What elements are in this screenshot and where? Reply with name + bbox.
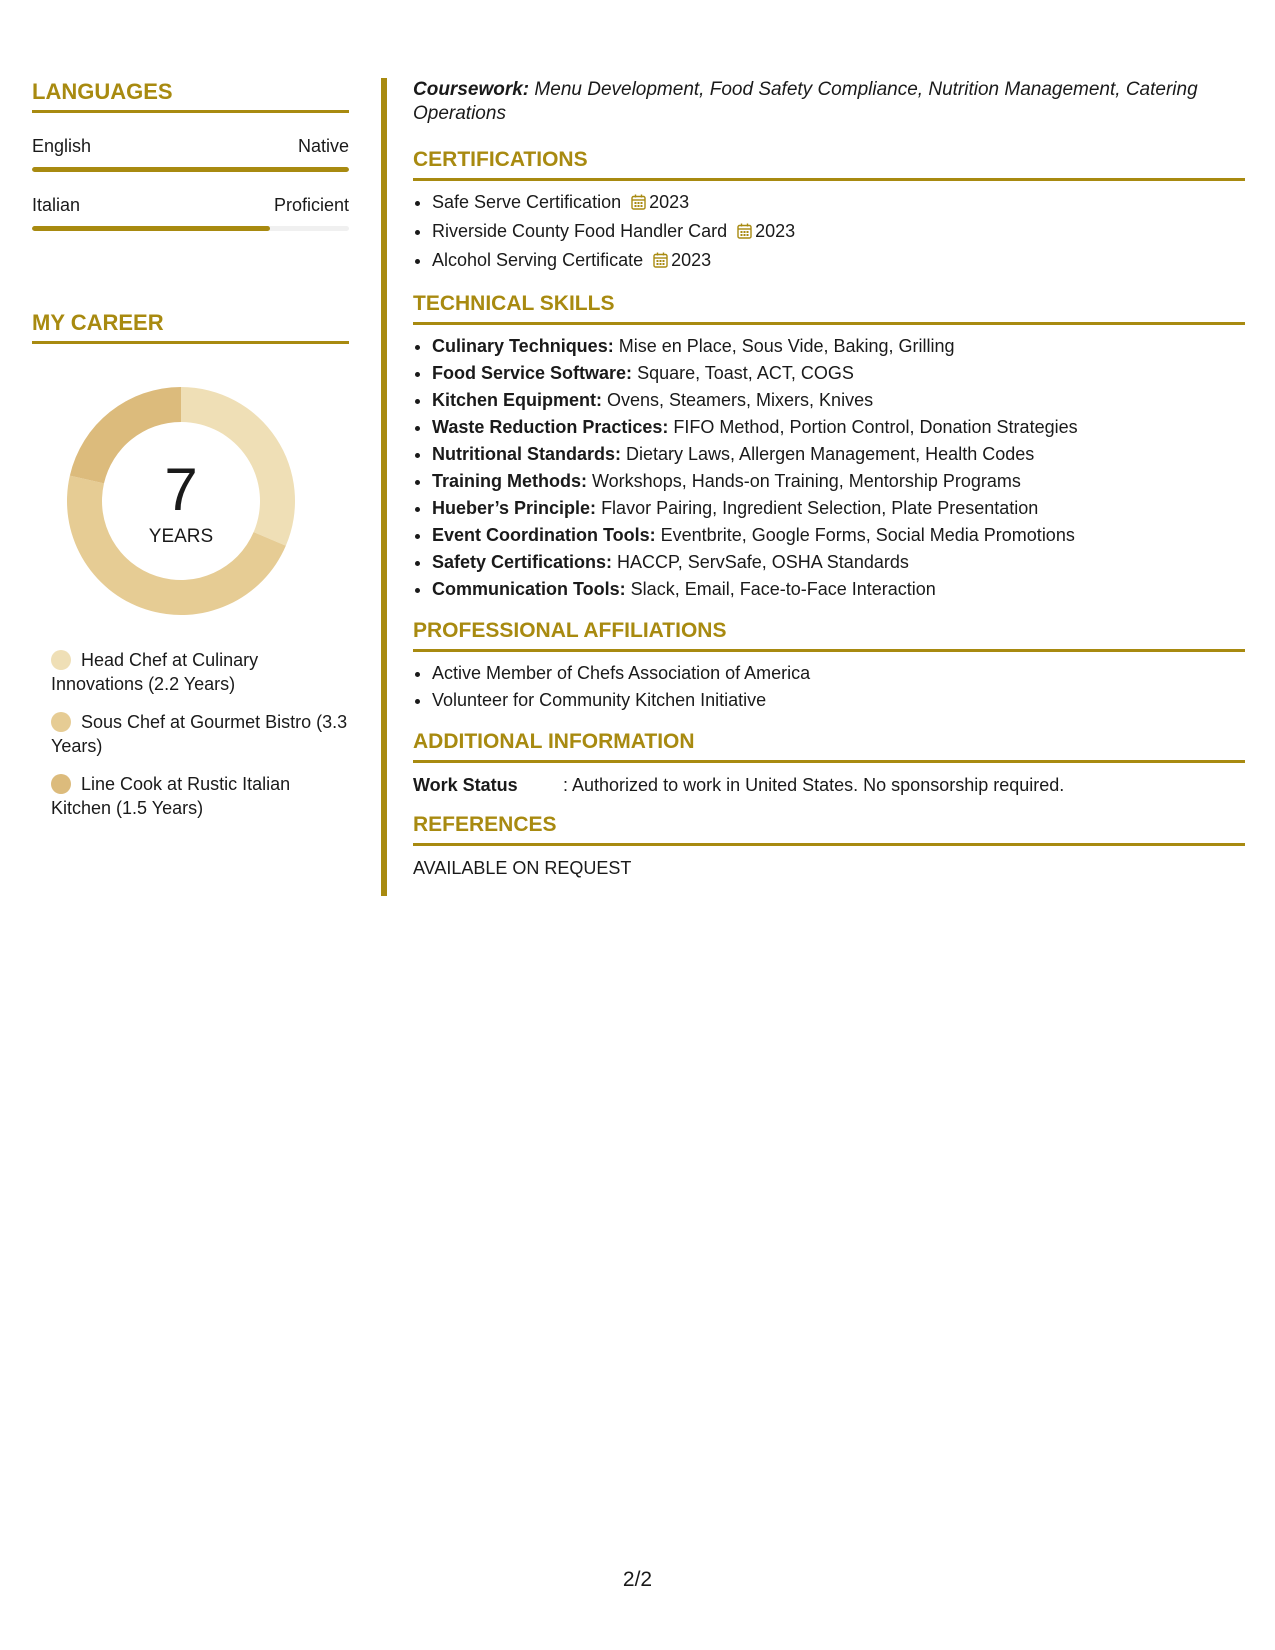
additional-info-title: ADDITIONAL INFORMATION — [413, 728, 1245, 763]
career-donut-chart — [66, 386, 296, 616]
certification-year: 2023 — [755, 221, 796, 241]
left-column — [32, 78, 349, 834]
language-name: Italian — [32, 195, 81, 215]
skill-label: Training Methods: — [432, 471, 587, 491]
work-status-value: : Authorized to work in United States. No sponsorship required. — [563, 775, 1065, 795]
legend-dot — [51, 650, 71, 670]
calendar-icon — [737, 220, 752, 247]
language-level: Native — [297, 136, 349, 156]
legend-dot — [51, 712, 71, 732]
calendar-icon — [653, 249, 668, 276]
references-title: REFERENCES — [413, 811, 1245, 846]
skill-value: Flavor Pairing, Ingredient Selection, Plate Presentation — [596, 498, 1039, 518]
language-bar-fill — [32, 167, 349, 172]
language-item-italian — [32, 194, 349, 231]
skill-value: Workshops, Hands-on Training, Mentorship Programs — [587, 471, 1021, 491]
skill-item — [432, 576, 1245, 603]
language-name: English — [32, 136, 92, 156]
skill-item — [432, 522, 1245, 549]
skill-value: Dietary Laws, Allergen Management, Health Codes — [621, 444, 1035, 464]
skill-label: Hueber’s Principle: — [432, 498, 597, 518]
skill-value: Ovens, Steamers, Mixers, Knives — [602, 390, 874, 410]
calendar-icon — [631, 191, 646, 218]
languages-title: LANGUAGES — [32, 78, 349, 113]
affiliations-title: PROFESSIONAL AFFILIATIONS — [413, 617, 1245, 652]
skill-label: Kitchen Equipment: — [432, 390, 602, 410]
skill-value: Mise en Place, Sous Vide, Baking, Grilling — [613, 336, 955, 356]
career-title: MY CAREER — [32, 309, 349, 344]
right-column — [413, 78, 1245, 879]
certification-name: Riverside County Food Handler Card — [432, 221, 728, 241]
language-level: Proficient — [273, 195, 349, 215]
career-years-label: YEARS — [148, 526, 214, 547]
skill-label: Food Service Software: — [432, 363, 633, 383]
work-status-label: Work Status — [413, 775, 518, 795]
legend-label: Sous Chef at Gourmet Bistro (3.3 Years) — [51, 712, 348, 756]
certification-name: Alcohol Serving Certificate — [432, 250, 644, 270]
certification-name: Safe Serve Certification — [432, 192, 622, 212]
language-item-english — [32, 135, 349, 172]
skill-item — [432, 549, 1245, 576]
legend-label: Line Cook at Rustic Italian Kitchen (1.5 Years) — [51, 774, 291, 818]
skill-value: FIFO Method, Portion Control, Donation Strategies — [668, 417, 1078, 437]
affiliation-item: • Active Member of Chefs Association of America — [432, 660, 1245, 687]
skill-label: Waste Reduction Practices: — [432, 417, 669, 437]
affiliation-item: • Volunteer for Community Kitchen Initiative — [432, 687, 1245, 714]
affiliations-list — [413, 660, 1245, 714]
legend-label: Head Chef at Culinary Innovations (2.2 Years) — [51, 650, 259, 694]
legend-item — [51, 772, 349, 820]
legend-item — [51, 710, 349, 758]
skill-label: Culinary Techniques: — [432, 336, 614, 356]
skill-label: Event Coordination Tools: — [432, 525, 656, 545]
skill-value: Square, Toast, ACT, COGS — [632, 363, 854, 383]
skill-label: Communication Tools: — [432, 579, 626, 599]
skill-item — [432, 441, 1245, 468]
skill-value: Eventbrite, Google Forms, Social Media Promotions — [655, 525, 1075, 545]
skill-item — [432, 495, 1245, 522]
coursework — [413, 78, 1245, 126]
page-number: 2/2 — [622, 1568, 653, 1591]
references-text: AVAILABLE ON REQUEST — [413, 858, 632, 878]
certifications-title: CERTIFICATIONS — [413, 146, 1245, 181]
career-total-years: 7 — [164, 456, 198, 523]
language-bar — [32, 226, 349, 231]
skill-item — [432, 468, 1245, 495]
skill-item — [432, 387, 1245, 414]
work-status-row — [413, 773, 1245, 797]
skill-label: Safety Certifications: — [432, 552, 613, 572]
career-legend — [51, 648, 349, 820]
coursework-text: Menu Development, Food Safety Compliance, Nutrition Management, Catering Operations — [413, 79, 1198, 124]
coursework-label: Coursework: — [413, 79, 530, 100]
skill-item — [432, 414, 1245, 441]
skill-item — [432, 360, 1245, 387]
skills-title: TECHNICAL SKILLS — [413, 290, 1245, 325]
language-bar — [32, 167, 349, 172]
skill-value: HACCP, ServSafe, OSHA Standards — [612, 552, 909, 572]
legend-item — [51, 648, 349, 696]
skill-value: Slack, Email, Face-to-Face Interaction — [625, 579, 936, 599]
skill-item — [432, 333, 1245, 360]
certification-item — [432, 218, 1245, 247]
skills-list — [413, 333, 1245, 603]
certification-year: 2023 — [671, 250, 712, 270]
language-bar-fill — [32, 226, 270, 231]
legend-dot — [51, 774, 71, 794]
certification-item — [432, 189, 1245, 218]
certification-item — [432, 247, 1245, 276]
certification-year: 2023 — [649, 192, 690, 212]
certifications-list — [413, 189, 1245, 276]
skill-label: Nutritional Standards: — [432, 444, 622, 464]
column-divider — [381, 78, 387, 896]
